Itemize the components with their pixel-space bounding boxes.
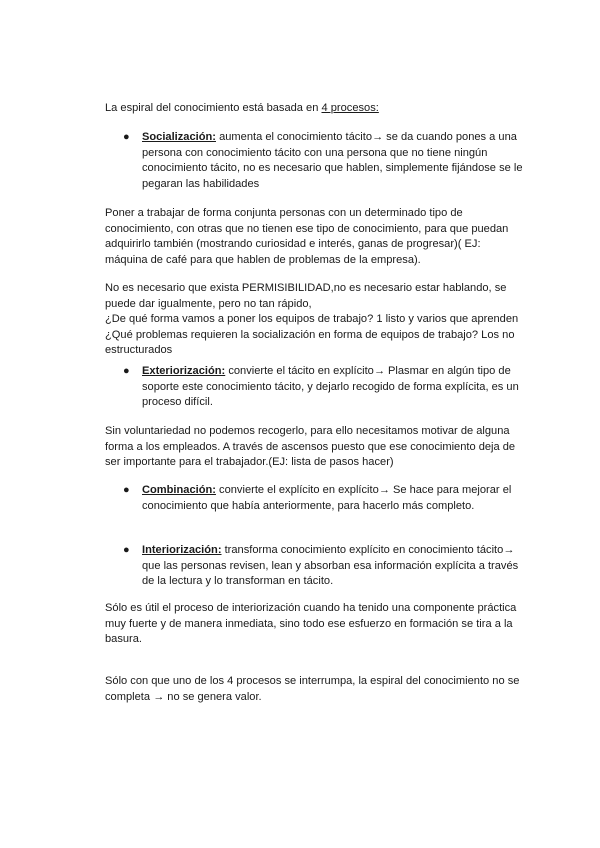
paragraph-solo-con: Sólo con que uno de los 4 procesos se interrumpa, la espiral del conocimiento no se completa → no se genera valor.	[105, 675, 520, 703]
intro-highlight: 4 procesos:	[321, 102, 379, 114]
term-exteriorizacion: Exteriorización:	[142, 365, 226, 377]
interiorizacion-description: transforma conocimiento explícito en conocimiento tácito→ que las personas revisen, lean y absorban esa información explícita a través de la lectura y lo transforman en tácito.	[142, 544, 519, 588]
paragraph-line: No es necesario que exista PERMISIBILIDAD,no es necesario estar hablando, se puede dar igualmente, pero no tan rápido,	[105, 282, 507, 310]
paragraph-line: ¿De qué forma vamos a poner los equipos de trabajo? 1 listo y varios que aprenden ¿Qué problemas requieren la socialización en forma de equipos de trabajo? Los no estructurados	[105, 313, 519, 357]
bullet-dot-icon: ●	[123, 484, 130, 496]
bullet-dot-icon: ●	[123, 365, 130, 377]
bullet-text	[142, 543, 525, 590]
bullet-text	[142, 483, 525, 514]
paragraph-solo-util: Sólo es útil el proceso de interiorización cuando ha tenido una componente práctica muy fuerte y de manera inmediata, sino todo ese esfuerzo en formación se tira a la basura.	[105, 602, 517, 646]
socializacion-description: aumenta el conocimiento tácito→ se da cuando pones a una persona con conocimiento tácito con una persona que no tiene ningún conocimiento tácito, no es necesario que hablen, simplemente fijándose se le pegaran las habilidades	[142, 131, 523, 190]
exteriorizacion-description: convierte el tácito en explícito→ Plasmar en algún tipo de soporte este conocimiento tácito, y dejarlo recogido de forma explícita, es un proceso difícil.	[142, 365, 519, 409]
intro-text: La espiral del conocimiento está basada en	[105, 102, 322, 114]
paragraph-poner: Poner a trabajar de forma conjunta personas con un determinado tipo de conocimiento, con otras que no tienen ese tipo de conocimiento, para que puedan adquirirlo también (mostrando curiosidad e interés, ganas de progresar)( EJ: máquina de café para que hablen de problemas de la empresa).	[105, 207, 509, 266]
term-interiorizacion: Interiorización:	[142, 544, 222, 556]
bullet-dot-icon: ●	[123, 544, 130, 556]
bullet-dot-icon: ●	[123, 131, 130, 143]
paragraph-no-es-necesario	[105, 281, 525, 359]
combinacion-description: convierte el explícito en explícito→ Se hace para mejorar el conocimiento que había anteriormente, para hacerlo más completo.	[142, 484, 512, 512]
paragraph-sin-voluntariedad: Sin voluntariedad no podemos recogerlo, para ello necesitamos motivar de alguna forma a los empleados. A través de ascensos puesto que ese conocimiento deja de ser importante para el trabajador.(EJ: lista de pasos hacer)	[105, 425, 516, 469]
bullet-text	[142, 130, 525, 192]
term-socializacion: Socialización:	[142, 131, 216, 143]
bullet-text	[142, 364, 525, 411]
term-combinacion: Combinación:	[142, 484, 216, 496]
intro-paragraph	[105, 101, 525, 117]
